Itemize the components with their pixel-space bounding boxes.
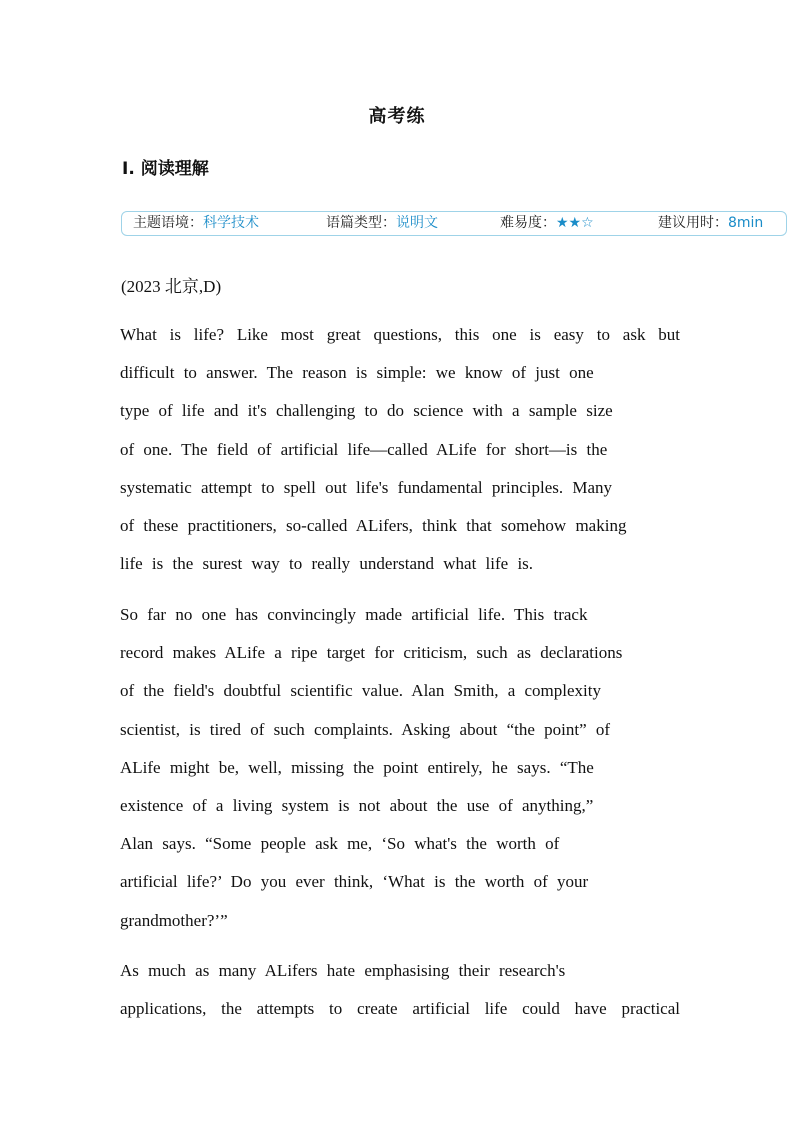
paragraph-3	[120, 959, 680, 1035]
section-heading: Ⅰ. 阅读理解	[122, 159, 209, 179]
text-line: So far no one has convincingly made artificial life. This track	[120, 605, 588, 624]
text-line: ALife might be, well, missing the point entirely, he says. “The	[120, 757, 594, 777]
type-label: 语篇类型：	[326, 215, 396, 231]
paragraph-2	[120, 603, 680, 947]
text-line: grandmother?’”	[120, 910, 228, 930]
text-line: of one. The field of artificial life—called ALife for short—is the	[120, 439, 608, 459]
text-line: artificial life?’ Do you ever think, ‘What is the worth of your	[120, 872, 589, 892]
time-value: 8min	[728, 215, 764, 231]
text-line: Alan says. “Some people ask me, ‘So what's the worth of	[120, 834, 560, 854]
text-line: life is the surest way to really understand what life is.	[120, 554, 534, 574]
theme-label: 主题语境：	[133, 215, 203, 231]
difficulty-info	[500, 212, 594, 235]
time-label: 建议用时：	[658, 215, 728, 231]
text-line: of the field's doubtful scientific value. Alan Smith, a complexity	[120, 681, 601, 701]
paragraph-1	[120, 323, 680, 590]
source-citation: (2023 北京,D)	[121, 277, 222, 296]
text-line: systematic attempt to spell out life's fundamental principles. Many	[120, 477, 613, 497]
text-line: existence of a living system is not about the use of anything,”	[120, 795, 594, 815]
text-line: scientist, is tired of such complaints. Asking about “the point” of	[120, 719, 611, 739]
difficulty-label: 难易度：	[500, 215, 556, 231]
type-value: 说明文	[396, 215, 438, 231]
theme-value: 科学技术	[203, 215, 259, 231]
text-line: of these practitioners, so-called ALifers, think that somehow making	[120, 515, 627, 535]
theme-info	[133, 212, 259, 235]
text-line: difficult to answer. The reason is simple: we know of just one	[120, 363, 594, 383]
type-info	[326, 212, 438, 235]
text-line: As much as many ALifers hate emphasising their research's	[120, 961, 566, 980]
info-bar	[121, 211, 787, 236]
page-title: 高考练	[368, 106, 426, 127]
text-line: type of life and it's challenging to do science with a sample size	[120, 401, 613, 421]
text-line: applications, the attempts to create artificial life could have practical	[120, 999, 680, 1019]
text-line: What is life? Like most great questions, this one is easy to ask but	[120, 325, 680, 344]
text-line: record makes ALife a ripe target for criticism, such as declarations	[120, 643, 623, 663]
difficulty-stars-icon: ★★☆	[556, 215, 594, 231]
time-info	[658, 212, 763, 235]
